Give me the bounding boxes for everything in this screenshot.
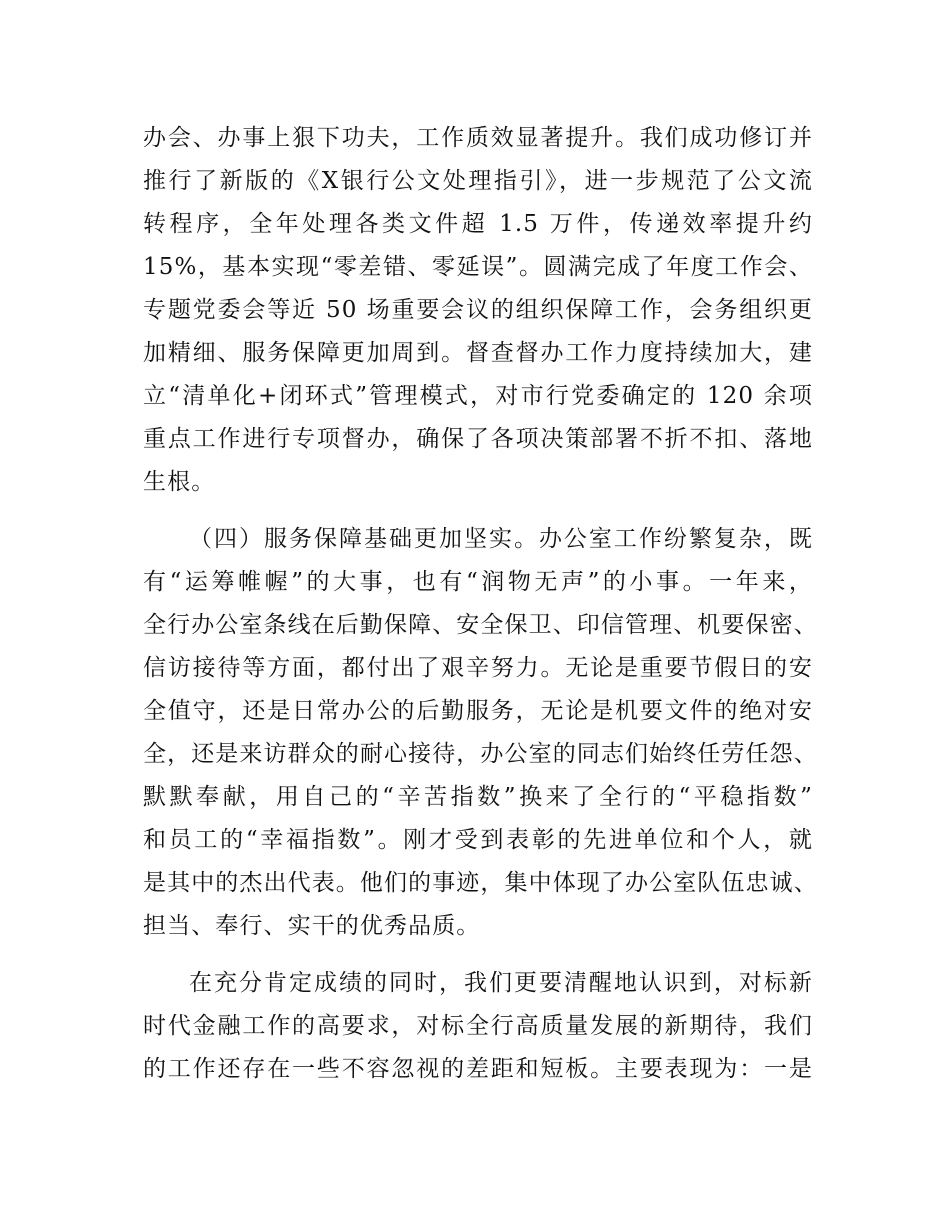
text-line: 推行了新版的《X银行公文处理指引》，进一步规范了公文流 xyxy=(143,168,813,194)
text-line: 时代金融工作的高要求，对标全行高质量发展的新期待，我们 xyxy=(143,1013,813,1039)
paragraph-spacer xyxy=(143,948,813,962)
paragraph-1 xyxy=(143,117,813,504)
text-line: 和员工的“幸福指数”。刚才受到表彰的先进单位和个人，就 xyxy=(143,827,813,853)
text-line: 专题党委会等近 50 场重要会议的组织保障工作，会务组织更 xyxy=(143,297,813,323)
document-body xyxy=(143,117,818,1091)
text-line: 全，还是来访群众的耐心接待，办公室的同志们始终任劳任怨、 xyxy=(143,741,818,767)
text-line: 默默奉献，用自己的“辛苦指数”换来了全行的“平稳指数” xyxy=(143,784,813,810)
text-line: 重点工作进行专项督办，确保了各项决策部署不折不扣、落地 xyxy=(143,426,813,452)
text-line: 是其中的杰出代表。他们的事迹，集中体现了办公室队伍忠诚、 xyxy=(143,870,818,896)
text-line: 生根。 xyxy=(143,469,216,495)
text-line: 信访接待等方面，都付出了艰辛努力。无论是重要节假日的安 xyxy=(143,655,813,681)
text-line: 加精细、服务保障更加周到。督查督办工作力度持续加大，建 xyxy=(143,340,813,366)
text-line: 全行办公室条线在后勤保障、安全保卫、印信管理、机要保密、 xyxy=(143,612,818,638)
text-line: 的工作还存在一些不容忽视的差距和短板。主要表现为：一是 xyxy=(143,1056,813,1082)
text-line: 办会、办事上狠下功夫，工作质效显著提升。我们成功修订并 xyxy=(143,125,813,151)
text-line: 15%，基本实现“零差错、零延误”。圆满完成了年度工作会、 xyxy=(143,254,813,280)
text-line: 担当、奉行、实干的优秀品质。 xyxy=(143,913,481,939)
paragraph-3 xyxy=(143,962,813,1091)
text-line: 在充分肯定成绩的同时，我们更要清醒地认识到，对标新 xyxy=(189,970,813,996)
paragraph-2 xyxy=(143,518,818,948)
text-line: 有“运筹帷幄”的大事，也有“润物无声”的小事。一年来， xyxy=(143,569,813,595)
paragraph-spacer xyxy=(143,504,813,518)
text-line: （四）服务保障基础更加坚实。办公室工作纷繁复杂，既 xyxy=(189,526,813,552)
text-line: 全值守，还是日常办公的后勤服务，无论是机要文件的绝对安 xyxy=(143,698,813,724)
text-line: 转程序，全年处理各类文件超 1.5 万件，传递效率提升约 xyxy=(143,211,813,237)
text-line: 立“清单化+闭环式”管理模式，对市行党委确定的 120 余项 xyxy=(143,383,813,409)
